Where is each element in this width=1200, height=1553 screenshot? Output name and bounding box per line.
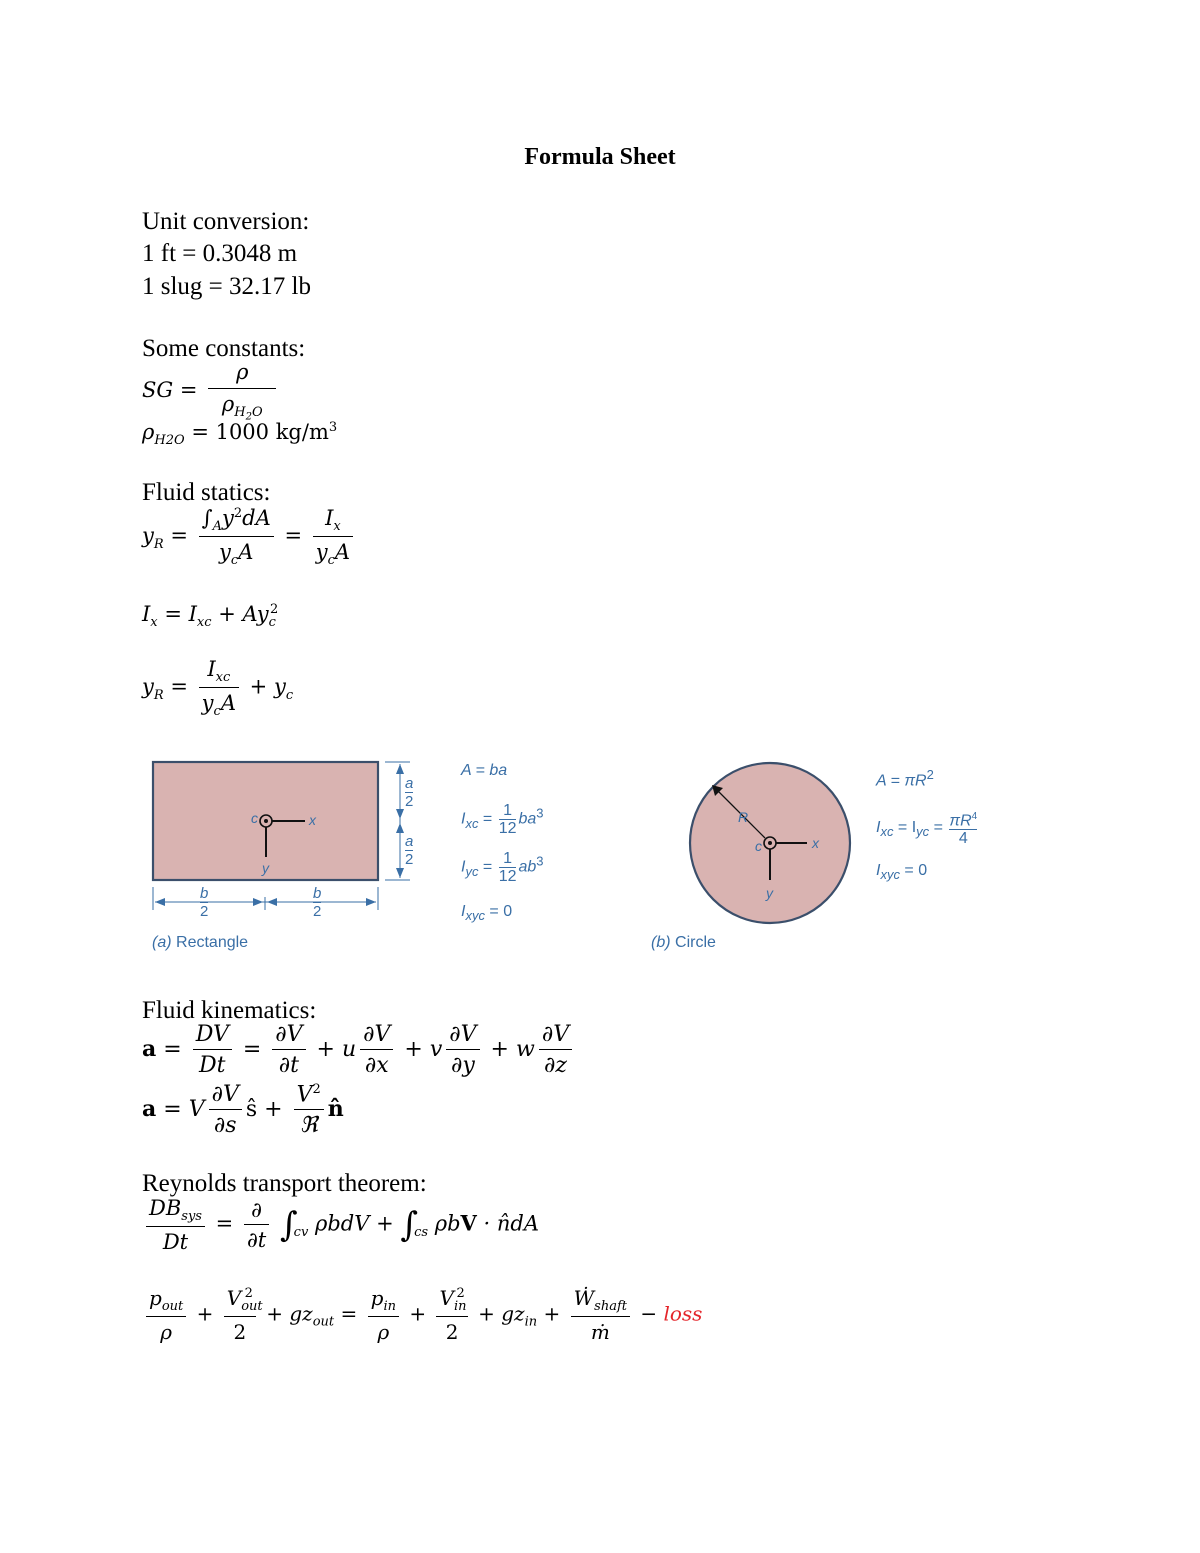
yr-ixc-fraction: $\frac{I_{xc}}{y_cA}$ <box>199 657 239 719</box>
rect-ixc-formula: $I_{xc}$ = $\frac{1}{12}$ $ba^3$ <box>461 802 544 837</box>
circle-area-formula: $A = \pi R^2$ <box>876 767 934 790</box>
yr-equation-2: $y_R$ = $\frac{I_{xc}}{y_cA}$ + $y_c$ <box>142 657 294 720</box>
loss-term: loss <box>663 1301 703 1326</box>
rect-ixyc-formula: $I_{xyc} = 0$ <box>461 903 513 924</box>
parallel-axis-equation: $I_x = I_{xc} + Ay_c^2$ <box>142 602 279 631</box>
circle-label-x: x <box>812 835 819 851</box>
rect-iyc-formula: $I_{yc}$ = $\frac{1}{12}$ $ab^3$ <box>461 850 544 885</box>
circle-label-r: R <box>738 809 749 825</box>
rect-half-a-upper: $\frac{a}{2}$ <box>405 775 414 810</box>
rect-caption: (a) Rectangle <box>152 934 249 951</box>
rect-half-b-left: $\frac{b}{2}$ <box>200 885 209 920</box>
rect-area-formula: A = ba <box>461 762 508 779</box>
sg-equation <box>142 360 280 423</box>
sg-den: $\rho_{H_2O}$ <box>221 392 263 423</box>
yr-ix-fraction: $\frac{I_x}{y_cA}$ <box>313 506 353 568</box>
page-title: Formula Sheet <box>524 144 676 170</box>
circle-label-y: y <box>766 885 773 901</box>
rect-label-x: x <box>309 812 316 828</box>
reynolds-equation: $\frac{DB_{sys}}{Dt}$ = $\frac{\partial}{\partial t}$ $\int_{cv}$ $\rho bdV + \int_{cs}$ ρbV · n̂dA <box>142 1196 539 1254</box>
circle-figure <box>685 758 860 933</box>
rect-label-y: y <box>262 860 269 876</box>
circle-label-c: c <box>755 838 762 854</box>
constants-heading: Some constants: <box>142 335 306 362</box>
sg-num: ρ <box>208 360 276 389</box>
circle-caption: (b) Circle <box>651 934 716 951</box>
rect-label-c: c <box>251 810 258 826</box>
yr-equation-1: $y_R$ = $\frac{\int_Ay^2dA}{y_cA}$ = $\frac{I_x}{y_cA}$ <box>142 506 357 568</box>
circle-ixyc-formula: $I_{xyc} = 0$ <box>876 862 928 883</box>
acceleration-equation-1: a = $\frac{DV}{Dt}$ = $\frac{\partial V}{\partial t}$ + u $\frac{\partial V}{\partial x}$ + v $\frac{\partial V}{\partial y}$ + w $\frac{\partial V}{\partial z}$ <box>142 1022 576 1078</box>
unit-slug-line: 1 slug = 32.17 lb <box>142 273 311 300</box>
kinematics-heading: Fluid kinematics: <box>142 997 317 1024</box>
rectangle-figure <box>145 752 435 922</box>
acceleration-equation-2: a = V $\frac{\partial V}{\partial s}$ ŝ + $\frac{V^2}{\text{ℜ}}$ n̂ <box>142 1082 344 1139</box>
circle-ixc-iyc-formula: $I_{xc} = I_{yc}$ = $\frac{\pi R^4}{4}$ <box>876 808 979 847</box>
reynolds-heading: Reynolds transport theorem: <box>142 1170 427 1197</box>
sg-lhs: SG = <box>142 377 198 402</box>
rect-half-b-right: $\frac{b}{2}$ <box>313 885 322 920</box>
statics-heading: Fluid statics: <box>142 479 271 506</box>
yr-integral-fraction: $\frac{\int_Ay^2dA}{y_cA}$ <box>199 506 274 568</box>
unit-ft-line: 1 ft = 0.3048 m <box>142 240 298 267</box>
sg-fraction <box>208 360 276 423</box>
unit-conversion-heading: Unit conversion: <box>142 208 310 235</box>
rho-water-equation: $\rho_{H2O} = 1000$ $kg/m^3$ <box>142 420 338 449</box>
rect-half-a-lower: $\frac{a}{2}$ <box>405 833 414 868</box>
energy-equation: $\frac{p_{out}}{\rho}$ + $\frac{V_{out}^2}{2}$ + $gz_{out}$ = $\frac{p_{in}}{\rho}$ + $\frac{V_{in}^2}{2}$ + $gz_{in}$ + $\frac{Ẇ_{shaft}}{\text{ṁ}}$ − loss <box>142 1286 702 1344</box>
